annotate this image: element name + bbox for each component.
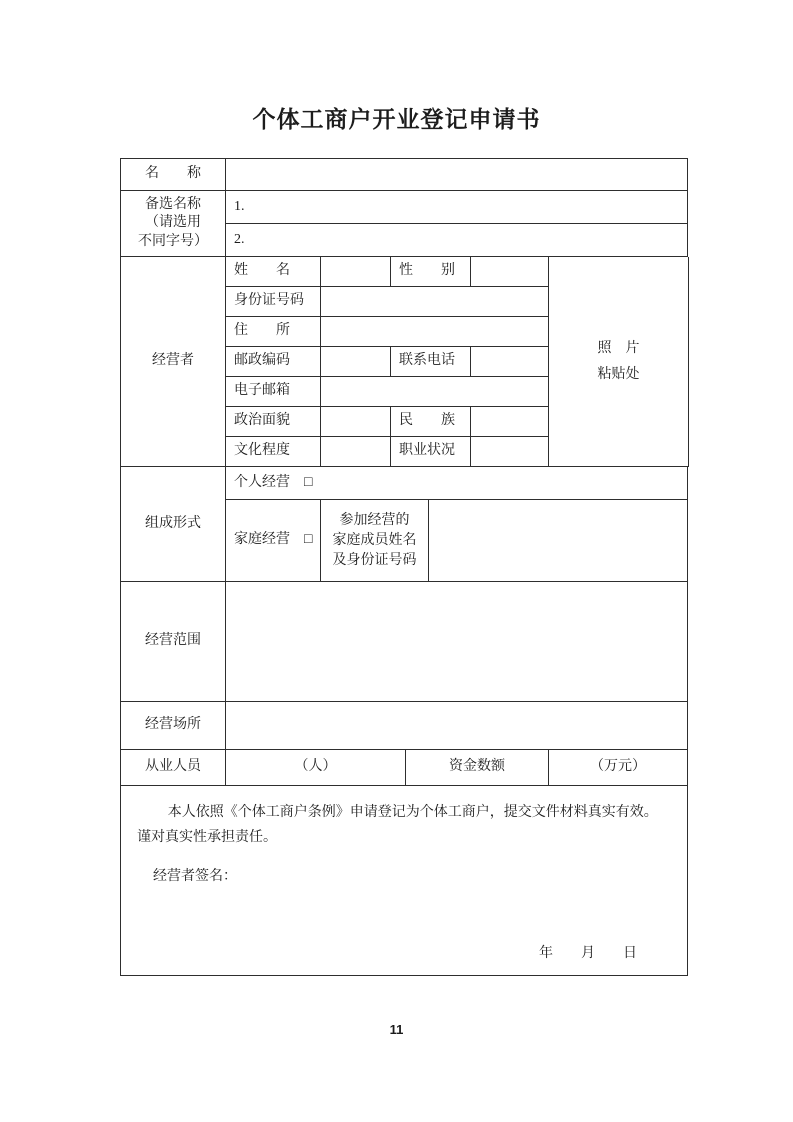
- operator-name-input-cell[interactable]: [321, 257, 391, 287]
- composition-section-label: 组成形式: [121, 467, 226, 582]
- alt-name-option-1-cell[interactable]: [226, 191, 688, 224]
- capital-amount-label: 资金数额: [406, 750, 549, 786]
- operator-signature-label[interactable]: 经营者签名：: [153, 869, 237, 884]
- operator-ethnicity-label: 民 族: [391, 407, 471, 437]
- alt-option-2-number: 2.: [234, 231, 245, 247]
- business-scope-label: 经营范围: [121, 582, 226, 702]
- staff-count-unit: （人）: [294, 759, 337, 775]
- composition-options: [226, 467, 688, 582]
- business-premises-label: 经营场所: [121, 702, 226, 750]
- operator-section-label: 经营者: [121, 257, 226, 467]
- family-members-label-line-2: 家庭成员姓名: [332, 532, 417, 548]
- alt-option-1-number: 1.: [234, 198, 245, 214]
- alt-names-label-line-1: 备选名称: [145, 197, 201, 213]
- operator-name-label: 姓 名: [226, 257, 321, 287]
- operator-id-number-input-cell[interactable]: [321, 287, 549, 317]
- alt-name-option-2-cell[interactable]: [226, 224, 688, 257]
- individual-operation-checkbox-cell[interactable]: [226, 467, 688, 500]
- operator-ethnicity-input-cell[interactable]: [471, 407, 549, 437]
- operator-gender-label: 性 别: [391, 257, 471, 287]
- photo-label-line-1: 照 片: [597, 340, 640, 356]
- operator-email-input-cell[interactable]: [321, 377, 549, 407]
- staff-count-label: 从业人员: [121, 750, 226, 786]
- operator-phone-input-cell[interactable]: [471, 347, 549, 377]
- business-scope-input-cell[interactable]: [226, 582, 688, 702]
- operator-education-input-cell[interactable]: [321, 437, 391, 467]
- family-members-label-line-1: 参加经营的: [339, 512, 410, 528]
- operator-political-status-label: 政治面貌: [226, 407, 321, 437]
- family-members-input-cell[interactable]: [429, 500, 688, 582]
- alt-names-label-line-3: 不同字号）: [138, 233, 208, 249]
- family-operation-checkbox-cell[interactable]: [226, 500, 321, 582]
- operator-address-label: 住 所: [226, 317, 321, 347]
- capital-amount-input-cell[interactable]: [549, 750, 688, 786]
- operator-political-status-input-cell[interactable]: [321, 407, 391, 437]
- business-scope-row: [121, 582, 688, 702]
- individual-operation-option-label: 个人经营 □: [234, 474, 313, 490]
- alt-names-options: [226, 191, 688, 257]
- operator-id-number-label: 身份证号码: [226, 287, 321, 317]
- declaration-text: 本人依照《个体工商户条例》申请登记为个体工商户，提交文件材料真实有效。谨对真实性承担责任。: [137, 805, 658, 845]
- capital-amount-unit: （万元）: [590, 759, 646, 775]
- family-operation-option-label: 家庭经营 □: [234, 532, 313, 548]
- family-members-label: [321, 500, 429, 582]
- operator-address-input-cell[interactable]: [321, 317, 549, 347]
- staff-count-input-cell[interactable]: [226, 750, 406, 786]
- operator-education-label: 文化程度: [226, 437, 321, 467]
- operator-occupation-input-cell[interactable]: [471, 437, 549, 467]
- photo-label-line-2: 粘贴处: [597, 366, 640, 382]
- operator-email-label: 电子邮箱: [226, 377, 321, 407]
- operator-postcode-label: 邮政编码: [226, 347, 321, 377]
- operator-fields: [226, 257, 549, 467]
- operator-section: [121, 257, 688, 467]
- business-premises-input-cell[interactable]: [226, 702, 688, 750]
- alt-names-label: [121, 191, 226, 257]
- declaration-cell: [121, 786, 688, 976]
- photo-paste-area: [549, 257, 689, 467]
- alt-names-row: [121, 191, 688, 257]
- staff-capital-row: [121, 750, 688, 786]
- operator-occupation-label: 职业状况: [391, 437, 471, 467]
- name-row: [121, 159, 688, 191]
- operator-postcode-input-cell[interactable]: [321, 347, 391, 377]
- page-number: 11: [389, 1022, 404, 1037]
- alt-names-label-line-2: （请选用: [145, 215, 201, 231]
- operator-gender-input-cell[interactable]: [471, 257, 549, 287]
- form-title: 个体工商户开业登记申请书: [252, 106, 541, 132]
- operator-phone-label: 联系电话: [391, 347, 471, 377]
- business-premises-row: [121, 702, 688, 750]
- date-line: 年 月 日: [539, 945, 637, 961]
- family-members-label-line-3: 及身份证号码: [332, 552, 417, 568]
- declaration-row: [121, 786, 688, 976]
- name-label: 名 称: [121, 159, 226, 191]
- registration-form-table: [120, 158, 688, 976]
- composition-section: [121, 467, 688, 582]
- name-input-cell[interactable]: [226, 159, 688, 191]
